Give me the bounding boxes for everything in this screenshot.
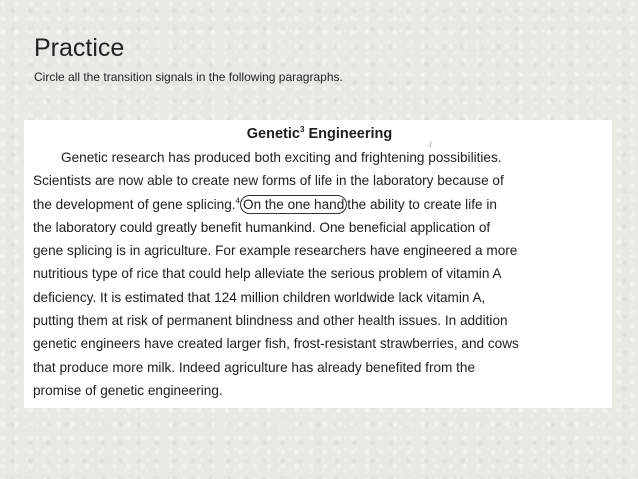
paragraph-line: that produce more milk. Indeed agriculture has already benefited from the	[33, 359, 476, 375]
document-title-word1: Genetic	[246, 126, 300, 142]
paragraph-line: nutritious type of rice that could help alleviate the serious problem of vitamin A	[33, 266, 502, 282]
paragraph-line: Genetic research has produced both exciting and frightening possibilities.	[61, 150, 502, 165]
document-paragraph	[33, 146, 606, 402]
paragraph-line: Scientists are now able to create new forms of life in the laboratory because of	[33, 173, 504, 189]
footnote-marker: 4	[235, 196, 240, 206]
document-title	[33, 124, 606, 144]
slide-subtitle: Circle all the transition signals in the following paragraphs.	[34, 70, 343, 84]
paragraph-line: deficiency. It is estimated that 124 million children worldwide lack vitamin A,	[33, 289, 486, 305]
paragraph-line: the laboratory could greatly benefit humankind. One beneficial application of	[33, 219, 491, 235]
line-segment: the ability to create life in	[347, 196, 497, 212]
circled-transition-phrase: On the one hand	[240, 195, 347, 214]
document-excerpt	[24, 120, 612, 408]
paragraph-line: genetic engineers have created larger fish, frost-resistant strawberries, and cows	[33, 336, 519, 352]
paragraph-line: gene splicing is in agriculture. For example researchers have engineered a more	[33, 243, 518, 259]
paragraph-line: promise of genetic engineering.	[33, 382, 223, 398]
paragraph-line	[33, 193, 606, 216]
slide-title: Practice	[34, 34, 125, 62]
footnote-marker: 3	[299, 125, 305, 135]
stray-mark: J	[428, 142, 432, 149]
document-title-word2: Engineering	[308, 126, 393, 142]
line-segment: the development of gene splicing.	[33, 196, 236, 212]
paragraph-line: putting them at risk of permanent blindness and other health issues. In addition	[33, 313, 508, 329]
